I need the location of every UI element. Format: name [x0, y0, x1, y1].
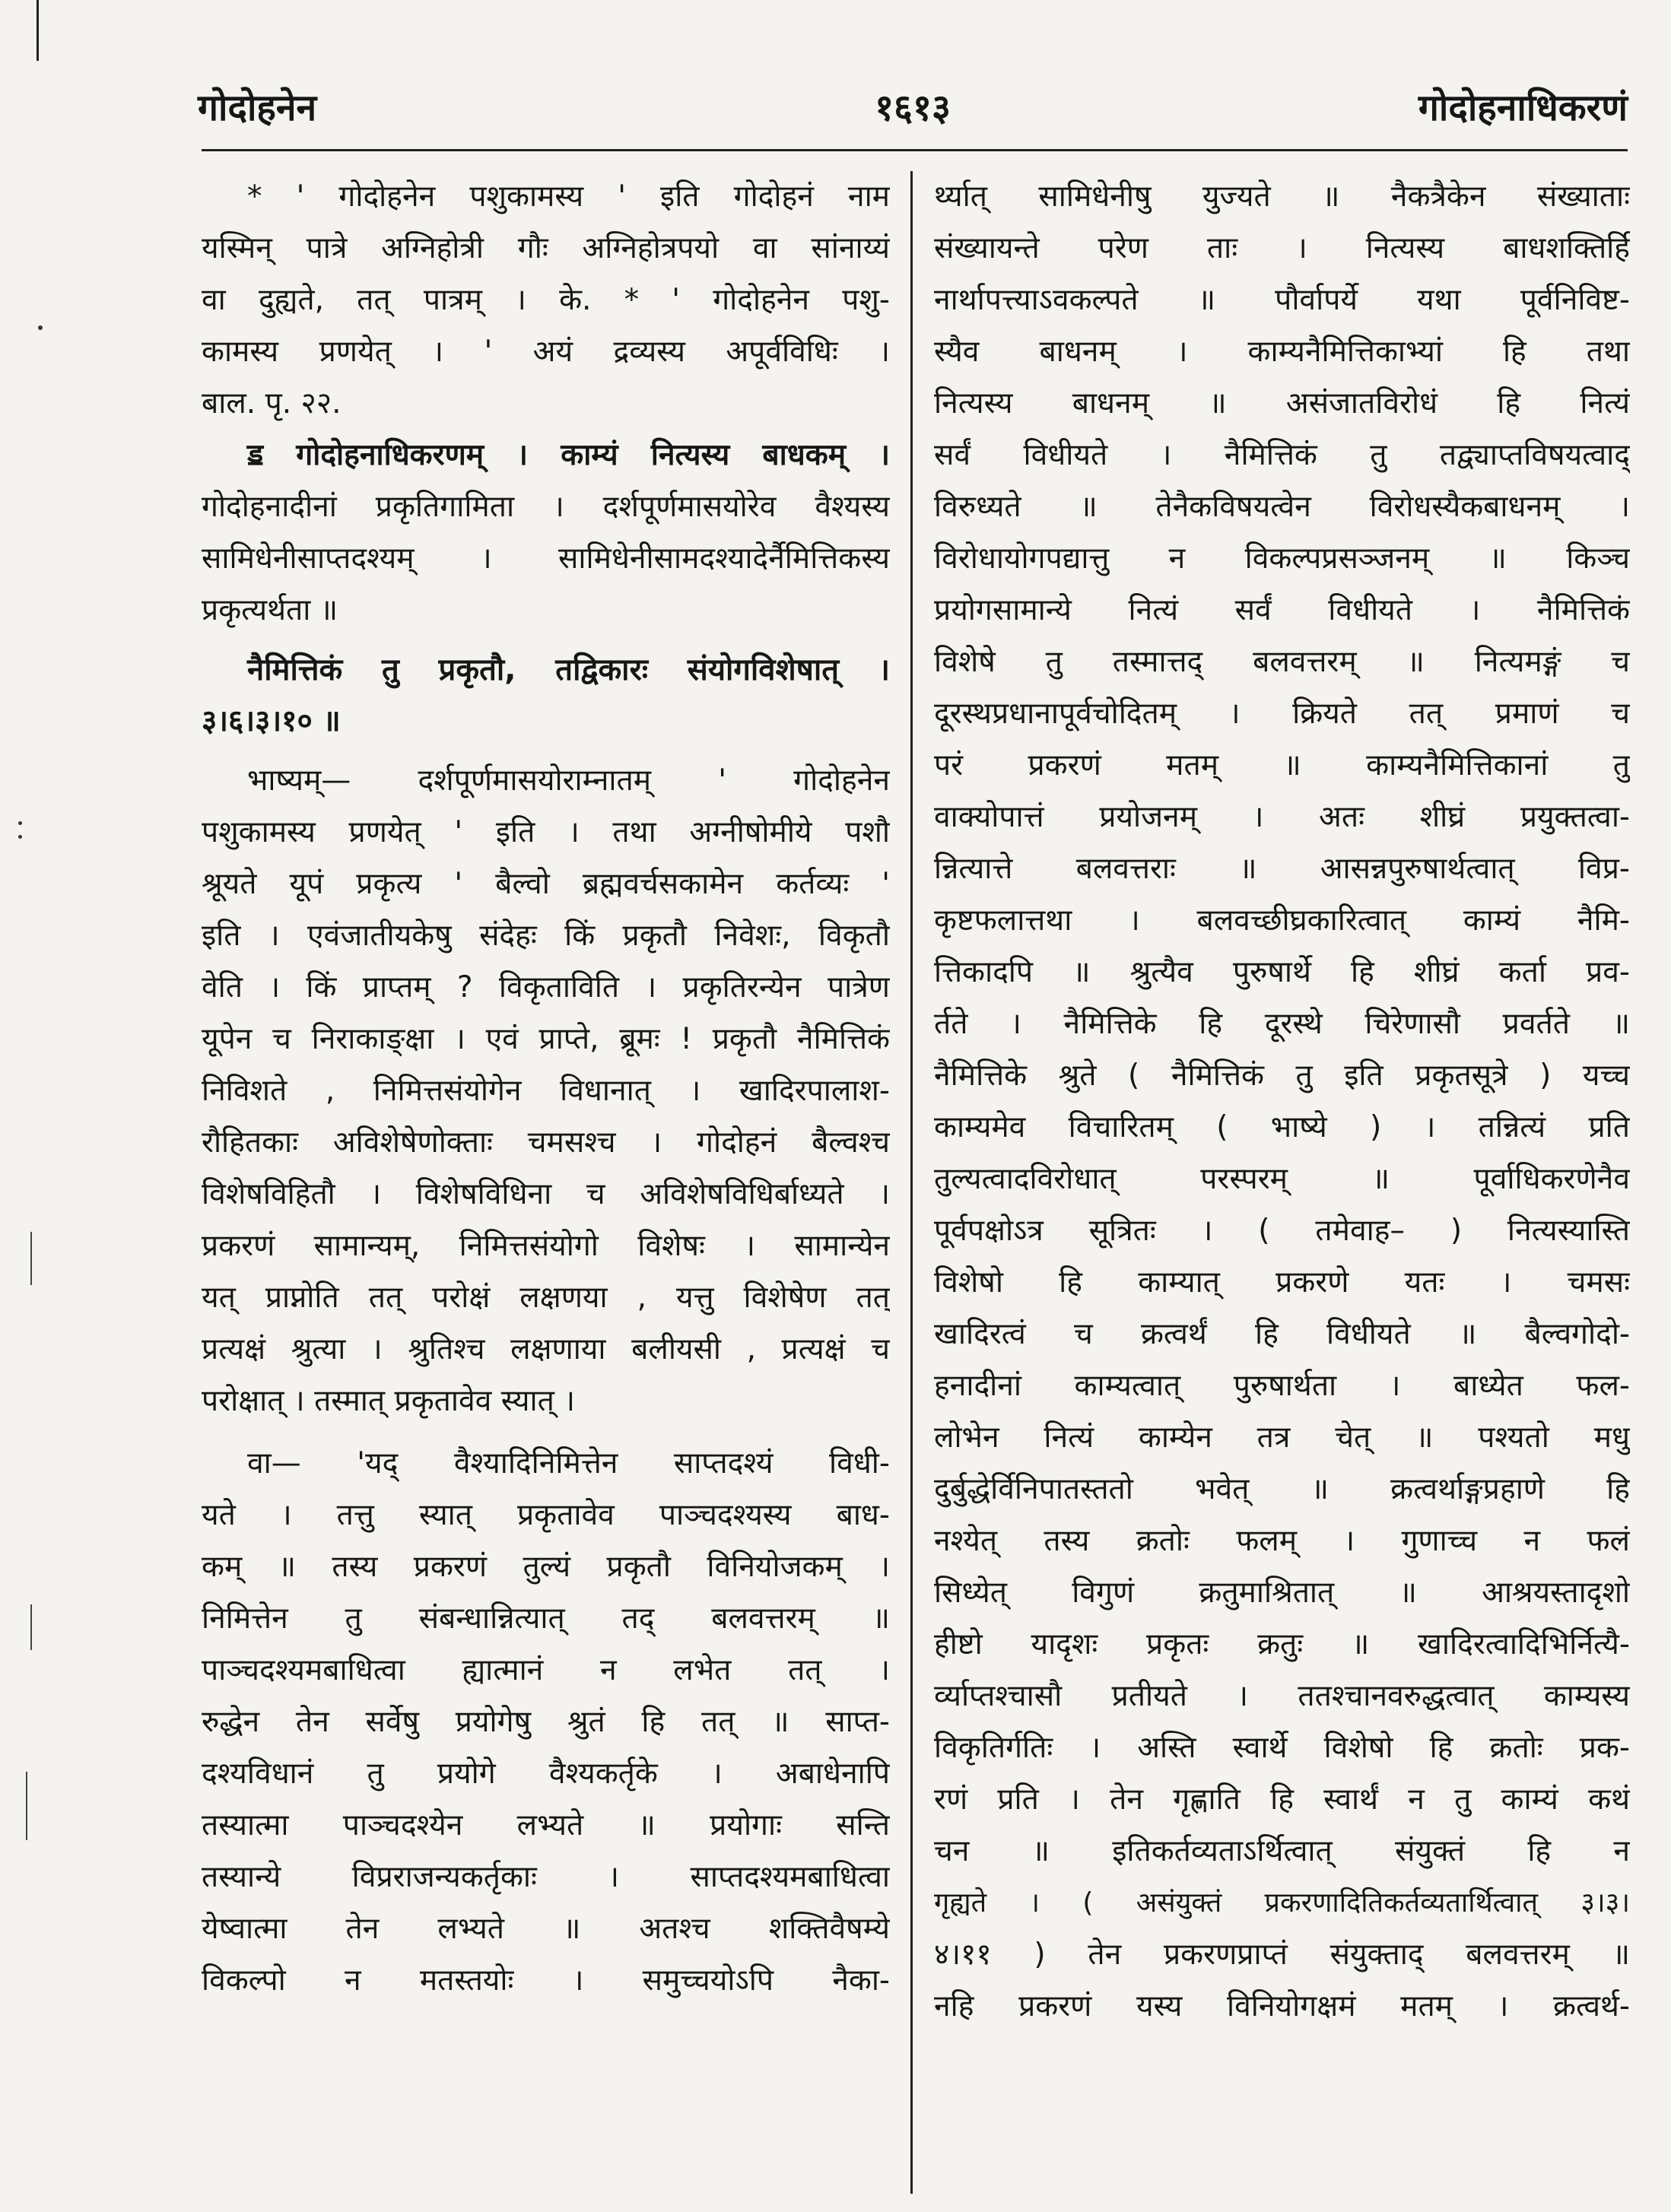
text-line: न्नित्यात्ते बलवत्तराः ॥ आसन्नपुरुषार्थत्वात् विप्र- — [934, 852, 1630, 886]
margin-rule — [37, 0, 39, 61]
text-line: सामिधेनीसाप्तदश्यम् । सामिधेनीसामदश्यादेर्नैमित्तिकस्य — [202, 541, 890, 576]
text-line: निविशते , निमित्तसंयोगेन विधानात् । खादिरपालाश- — [202, 1074, 890, 1108]
text-line: खादिरत्वं च क्रत्वर्थं हि विधीयते ॥ बैल्वगोदो- — [934, 1317, 1630, 1351]
text-line: विशेषविहितौ । विशेषविधिना च अविशेषविधिर्बाध्यते । — [202, 1177, 890, 1211]
text-line: सर्वं विधीयते । नैमित्तिकं तु तद्व्याप्तविषयत्वाद् — [934, 438, 1630, 472]
header-right-title: गोदोहनाधिकरणं — [1418, 87, 1628, 129]
right-column — [934, 171, 1630, 2033]
text-line: र्व्याप्तश्चासौ प्रतीयते । ततश्चानवरुद्धत्वात् काम्यस्य — [934, 1679, 1630, 1713]
text-line: वा दुह्यते, तत् पात्रम् । के. * ' गोदोहनेन पशु- — [202, 283, 890, 317]
text-line: प्रकृत्यर्थता ॥ — [202, 593, 338, 627]
text-line: नहि प्रकरणं यस्य विनियोगक्षमं मतम् । क्रत्वर्थ- — [934, 1989, 1630, 2023]
text-line: विकल्पो न मतस्तयोः । समुच्चयोऽपि नैका- — [202, 1963, 890, 1998]
text-line: नित्यस्य बाधनम् ॥ असंजातविरोधं हि नित्यं — [934, 386, 1630, 421]
text-line: गृह्यते । ( असंयुक्तं प्रकरणादितिकर्तव्यतार्थित्वात् ३।३। — [934, 1887, 1630, 1918]
text-line: दूरस्थप्रधानापूर्वचोदितम् । क्रियते तत् प्रमाणं च — [934, 697, 1630, 731]
text-line: कृष्टफलात्तथा । बलवच्छीघ्रकारित्वात् काम्यं नैमि- — [934, 903, 1630, 938]
text-line: संख्यायन्ते परेण ताः । नित्यस्य बाधशक्तिर्हि — [934, 231, 1630, 265]
text-line: र्तते । नैमित्तिके हि दूरस्थे चिरेणासौ प्रवर्तते ॥ — [934, 1007, 1630, 1041]
text-line: तस्यान्ये विप्रराजन्यकर्तृकाः । साप्तदश्यमबाधित्वा — [202, 1860, 890, 1894]
text-line: विशेषो हि काम्यात् प्रकरणे यतः । चमसः — [934, 1265, 1630, 1300]
text-line: विरुध्यते ॥ तेनैकविषयत्वेन विरोधस्यैकबाधनम् । — [934, 490, 1630, 524]
page-number: १६१३ — [875, 87, 951, 129]
text-line: विशेषे तु तस्मात्तद् बलवत्तरम् ॥ नित्यमङ्गं च — [934, 645, 1630, 679]
text-line: श्रूयते यूपं प्रकृत्य ' बैल्वो ब्रह्मवर्चसकामेन कर्तव्यः ' — [202, 867, 890, 901]
text-line: दुर्बुद्धेर्विनिपातस्ततो भवेत् ॥ क्रत्वर्थाङ्गप्रहाणे हि — [934, 1472, 1630, 1506]
text-line: प्रकरणं सामान्यम्, निमित्तसंयोगो विशेषः । सामान्येन — [202, 1229, 890, 1263]
text-line: त्तिकादपि ॥ श्रुत्यैव पुरुषार्थे हि शीघ्रं कर्ता प्रव- — [934, 955, 1630, 989]
column-divider — [910, 171, 913, 2194]
margin-tick — [30, 1232, 32, 1285]
text-line: नार्थापत्त्याऽवकल्पते ॥ पौर्वापर्ये यथा पूर्वनिविष्ट- — [934, 283, 1630, 317]
text-line: पाञ्चदश्यमबाधित्वा ह्यात्मानं न लभेत तत् । — [202, 1653, 890, 1687]
text-line: प्रयोगसामान्ये नित्यं सर्वं विधीयते । नैमित्तिकं — [934, 593, 1630, 627]
margin-tick — [26, 1772, 27, 1840]
text-line: यस्मिन् पात्रे अग्निहोत्री गौः अग्निहोत्रपयो वा सांनाय्यं — [202, 231, 890, 265]
text-line: तस्यात्मा पाञ्चदश्येन लभ्यते ॥ प्रयोगाः सन्ति — [202, 1808, 890, 1842]
page-header — [198, 76, 1628, 137]
text-line: र्थ्यात् सामिधेनीषु युज्यते ॥ नैकत्रैकेन संख्याताः — [934, 179, 1630, 214]
margin-dot — [18, 835, 22, 839]
header-left-title: गोदोहनेन — [198, 87, 317, 129]
text-line: कामस्य प्रणयेत् । ' अयं द्रव्यस्य अपूर्वविधिः । — [202, 335, 890, 369]
text-line: विकृतिर्गतिः । अस्ति स्वार्थे विशेषो हि क्रतोः प्रक- — [934, 1731, 1630, 1765]
text-line: यूपेन च निराकाङ्क्षा । एवं प्राप्ते, ब्रूमः ! प्रकृतौ नैमित्तिकं — [202, 1022, 890, 1056]
text-line: दश्यविधानं तु प्रयोगे वैश्यकर्तृके । अबाधेनापि — [202, 1757, 890, 1791]
text-line: नैमित्तिके श्रुते ( नैमित्तिकं तु इति प्रकृतसूत्रे ) यच्च — [934, 1058, 1630, 1093]
text-line: वा— 'यद् वैश्यादिनिमित्तेन साप्तदश्यं विधी- — [247, 1446, 890, 1480]
text-line: ४।११ ) तेन प्रकरणप्राप्तं संयुक्ताद् बलवत्तरम् ॥ — [934, 1937, 1630, 1972]
text-line: येष्वात्मा तेन लभ्यते ॥ अतश्च शक्तिवैषम्ये — [202, 1912, 890, 1946]
text-line: बाल. पृ. २२. — [202, 386, 342, 421]
text-line: हनादीनां काम्यत्वात् पुरुषार्थता । बाध्येत फल- — [934, 1369, 1630, 1403]
text-line: रणं प्रति । तेन गृह्णाति हि स्वार्थं न तु काम्यं कथं — [934, 1782, 1630, 1817]
text-line: * ' गोदोहनेन पशुकामस्य ' इति गोदोहनं नाम — [247, 179, 890, 214]
text-line: रौहितकाः अविशेषेणोक्ताः चमसश्च । गोदोहनं बैल्वश्च — [202, 1125, 890, 1160]
text-line: प्रत्यक्षं श्रुत्या । श्रुतिश्च लक्षणाया बलीयसी , प्रत्यक्षं च — [202, 1332, 890, 1366]
text-line: काम्यमेव विचारितम् ( भाष्ये ) । तन्नित्यं प्रति — [934, 1110, 1630, 1144]
text-line: विरोधायोगपद्यात्तु न विकल्पप्रसञ्जनम् ॥ किञ्च — [934, 541, 1630, 576]
text-line: निमित्तेन तु संबन्धान्नित्यात् तद् बलवत्तरम् ॥ — [202, 1601, 890, 1636]
text-line: तुल्यत्वादविरोधात् परस्परम् ॥ पूर्वाधिकरणेनैव — [934, 1162, 1630, 1196]
left-column — [202, 171, 890, 2007]
header-rule — [202, 149, 1628, 151]
text-line: लोभेन नित्यं काम्येन तत्र चेत् ॥ पश्यतो मधु — [934, 1420, 1630, 1455]
text-line: भाष्यम्— दर्शपूर्णमासयोराम्नातम् ' गोदोहनेन — [247, 763, 890, 798]
text-line: इति । एवंजातीयकेषु संदेहः किं प्रकृतौ निवेशः, विकृतौ — [202, 919, 890, 953]
text-line: गोदोहनादीनां प्रकृतिगामिता । दर्शपूर्णमासयोरेव वैश्यस्य — [202, 490, 890, 524]
text-line: यत् प्राप्नोति तत् परोक्षं लक्षणया , यत्तु विशेषेण तत् — [202, 1281, 890, 1315]
section-heading: ॾ गोदोहनाधिकरणम् । काम्यं नित्यस्य बाधकम् । — [247, 438, 890, 472]
text-line: रुद्धेन तेन सर्वेषु प्रयोगेषु श्रुतं हि तत् ॥ साप्त- — [202, 1705, 890, 1739]
text-line: पूर्वपक्षोऽत्र सूत्रितः । ( तमेवाह– ) नित्यस्यास्ति — [934, 1214, 1630, 1248]
margin-dot — [38, 325, 43, 330]
text-line: परं प्रकरणं मतम् ॥ काम्यनैमित्तिकानां तु — [934, 748, 1630, 782]
text-line: वेति । किं प्राप्तम् ? विकृताविति । प्रकृतिरन्येन पात्रेण — [202, 970, 890, 1004]
text-line: वाक्योपात्तं प्रयोजनम् । अतः शीघ्रं प्रयुक्तत्वा- — [934, 800, 1630, 834]
text-line: यते । तत्तु स्यात् प्रकृतावेव पाञ्चदश्यस्य बाध- — [202, 1498, 890, 1532]
sutra-number: ३।६।३।१० ॥ — [202, 704, 341, 738]
text-line: पशुकामस्य प्रणयेत् ' इति । तथा अग्नीषोमीये पशौ — [202, 815, 890, 849]
text-line: सिध्येत् विगुणं क्रतुमाश्रितात् ॥ आश्रयस्तादृशो — [934, 1576, 1630, 1610]
text-line: स्यैव बाधनम् । काम्यनैमित्तिकाभ्यां हि तथा — [934, 335, 1630, 369]
text-line: परोक्षात् । तस्मात् प्रकृतावेव स्यात् । — [202, 1384, 576, 1418]
text-line: हीष्टो यादृशः प्रकृतः क्रतुः ॥ खादिरत्वादिभिर्नित्यै- — [934, 1627, 1630, 1661]
margin-tick — [30, 1604, 32, 1650]
text-line: नश्येत् तस्य क्रतोः फलम् । गुणाच्च न फलं — [934, 1524, 1630, 1558]
text-line: कम् ॥ तस्य प्रकरणं तुल्यं प्रकृतौ विनियोजकम् । — [202, 1550, 890, 1584]
margin-dot — [18, 821, 22, 825]
text-line: चन ॥ इतिकर्तव्यताऽर्थित्वात् संयुक्तं हि न — [934, 1834, 1630, 1868]
sutra-text: नैमित्तिकं तु प्रकृतौ, तद्विकारः संयोगविशेषात् । — [247, 652, 890, 687]
